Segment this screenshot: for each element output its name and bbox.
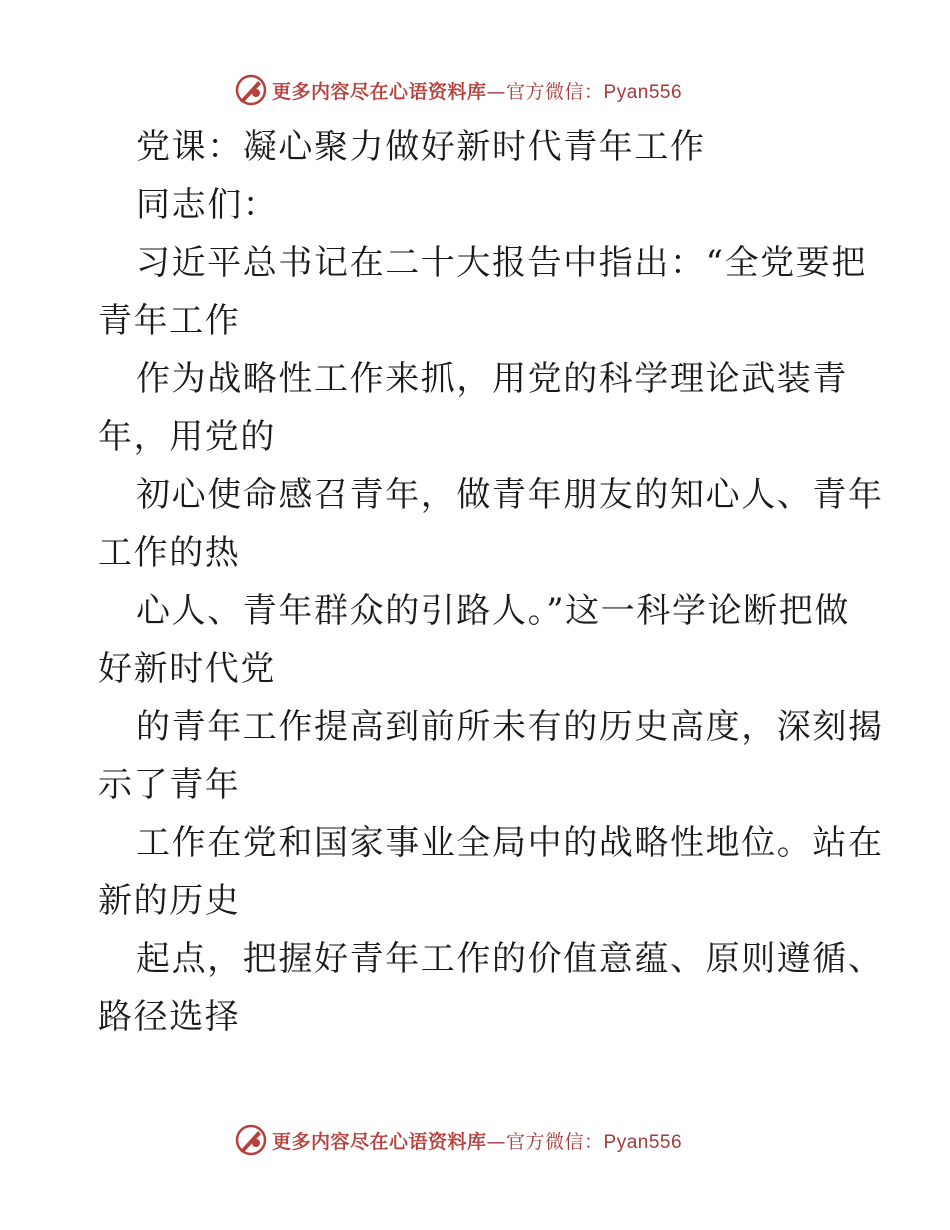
watermark-official: 官方微信： bbox=[506, 80, 604, 103]
paragraph-line: 心人、青年群众的引路人。”这一科学论断把做 bbox=[136, 591, 850, 631]
paragraph-line: 示了青年 bbox=[98, 765, 241, 805]
document-title: 党课：凝心聚力做好新时代青年工作 bbox=[136, 127, 706, 167]
paragraph-line: 初心使命感召青年，做青年朋友的知心人、青年 bbox=[136, 475, 884, 515]
paragraph-line: 习近平总书记在二十大报告中指出：“全党要把 bbox=[136, 243, 867, 283]
paragraph-line: 作为战略性工作来抓，用党的科学理论武装青 bbox=[136, 359, 848, 399]
paragraph-line: 工作在党和国家事业全局中的战略性地位。站在 bbox=[136, 823, 884, 863]
watermark-brand: 更多内容尽在心语资料库 bbox=[272, 80, 487, 103]
watermark-id: Pyan556 bbox=[603, 1131, 683, 1153]
watermark-brand: 更多内容尽在心语资料库 bbox=[272, 1130, 487, 1153]
watermark-dash: — bbox=[486, 1130, 507, 1153]
watermark-id: Pyan556 bbox=[603, 81, 683, 103]
paragraph-line: 工作的热 bbox=[98, 533, 241, 573]
paragraph-line: 好新时代党 bbox=[98, 649, 276, 689]
header-watermark bbox=[234, 72, 682, 108]
paragraph-line: 新的历史 bbox=[98, 881, 241, 921]
paragraph-line: 路径选择 bbox=[98, 997, 241, 1037]
paragraph-line: 起点，把握好青年工作的价值意蕴、原则遵循、 bbox=[136, 939, 884, 979]
quill-logo-icon bbox=[234, 73, 268, 107]
salutation: 同志们： bbox=[136, 185, 279, 225]
paragraph-line: 的青年工作提高到前所未有的历史高度，深刻揭 bbox=[136, 707, 884, 747]
paragraph-line: 青年工作 bbox=[98, 301, 241, 341]
footer-watermark bbox=[234, 1122, 682, 1158]
watermark-dash: — bbox=[486, 80, 507, 103]
document-body bbox=[98, 118, 884, 1046]
watermark-official: 官方微信： bbox=[506, 1130, 604, 1153]
quill-logo-icon bbox=[234, 1123, 268, 1157]
paragraph-line: 年，用党的 bbox=[98, 417, 276, 457]
